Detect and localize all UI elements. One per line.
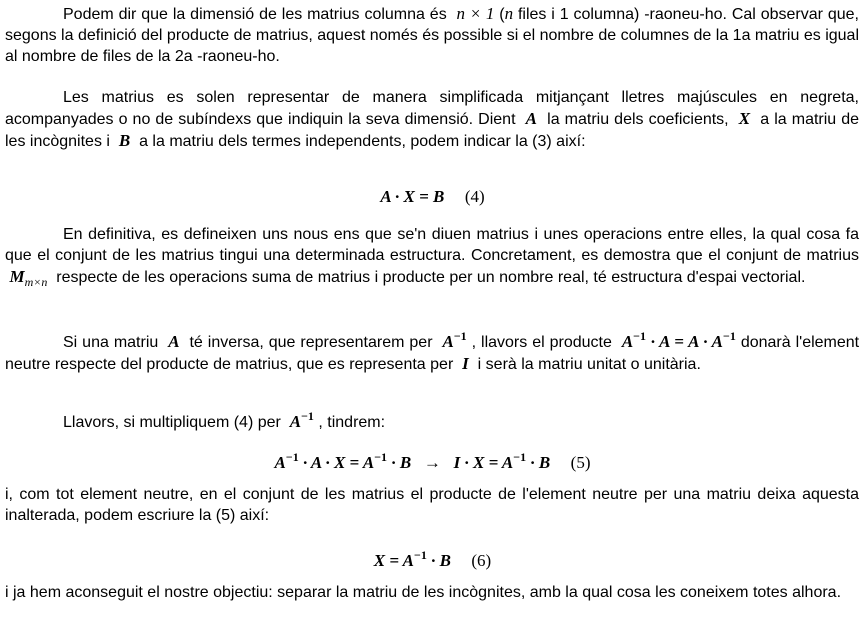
p2-text-c: a la matriu de les incògnites i (5, 111, 860, 150)
paragraph-neutral-element (5, 484, 859, 526)
p4-text-a: Si una matriu (63, 334, 159, 351)
dimension-formula: n × 1 (456, 4, 495, 23)
matrix-A-symbol-2: A (168, 332, 180, 351)
equation-6-formula: $X = A^{-1} \cdot B$ (373, 548, 451, 570)
paragraph-notation (5, 87, 859, 152)
p3-text-b: respecte de les operacions suma de matrius i producte per un nombre real, té estructura d'espai vectorial. (56, 269, 806, 286)
equation-6-number: (6) (471, 551, 492, 570)
p3-text-a: En definitiva, es defineixen uns nous ens que se'n diuen matrius i unes operacions entre elles, la qual cosa fa que el conjunt de les matrius tingui una determinada estructura. Concretament, es demostra que el conjunt de matrius (5, 226, 859, 264)
equation-4 (0, 186, 865, 209)
paragraph-dimension: Podem dir que la dimensió de les matrius columna és n × 1 (n files i 1 columna) -raoneu-ho. Cal observar que, segons la definició del producte de matrius, aquest només és possible si el nombre de columnes de la 1a matriu es igual al nombre de files de la 2a -raoneu-ho. (5, 4, 859, 65)
identity-symbol: I (462, 354, 469, 373)
equation-4-number: (4) (464, 187, 485, 206)
p1-text-b: files i 1 columna) -raoneu-ho. Cal observar que, segons la definició del producte de matrius, aquest només és possible si el nombre de columnes de la 1a matriu es igual al nombre de files de la 2a -raoneu-ho. (5, 6, 859, 65)
p4-text-c: , llavors el producte (471, 334, 612, 351)
matrix-set-symbol: $M_{m\times n}$ (9, 267, 48, 289)
equation-5-number: (5) (570, 453, 591, 472)
matrix-A-symbol: A (525, 109, 537, 128)
matrix-B-symbol: B (118, 131, 131, 150)
matrix-X-symbol: X (738, 109, 751, 128)
p4-text-e: i serà la matriu unitat o unitària. (477, 356, 701, 373)
paragraph-vector-space (5, 224, 859, 293)
p7-text: i ja hem aconseguit el nostre objectiu: separar la matriu de les incògnites, amb la qual cosa les coneixem totes alhora. (5, 584, 842, 601)
paragraph-inverse (5, 326, 859, 375)
p6-text: i, com tot element neutre, en el conjunt de les matrius el producte de l'element neutre per una matriu deixa aquesta inalterada, podem escriure la (5) així: (5, 486, 859, 524)
paragraph-conclusion (5, 582, 859, 603)
p4-text-d: donarà l'element neutre respecte del producte de matrius, que es representa per (5, 334, 860, 373)
n-symbol: n (504, 4, 514, 23)
equation-6 (0, 544, 865, 573)
p5-text-a: Llavors, si multipliquem (4) per (63, 414, 281, 431)
equation-4-formula: A · X = B (380, 187, 445, 206)
inverse-symbol: $A^{-1}$ (442, 329, 467, 351)
p4-text-b: té inversa, que representarem per (189, 334, 433, 351)
equation-5 (0, 446, 865, 475)
p1-text-a: Podem dir que la dimensió de les matrius columna és (63, 6, 447, 23)
p2-text-a: Les matrius es solen representar de manera simplificada mitjançant lletres majúscules en negreta, acompanyades o no de subíndexs que indiquin la seva dimensió. Dient (5, 89, 859, 128)
p2-text-d: a la matriu dels termes independents, podem indicar la (3) així: (139, 133, 586, 150)
p2-text-b: la matriu dels coeficients, (547, 111, 729, 128)
paragraph-multiply (5, 406, 859, 433)
p5-text-b: , tindrem: (318, 414, 386, 431)
equation-5-formula: $A^{-1} \cdot A \cdot X = A^{-1} \cdot B$ → $I \cdot X = A^{-1} \cdot B$ (274, 450, 551, 472)
inverse-symbol-2: $A^{-1}$ (289, 409, 314, 431)
inverse-product-formula: $A^{-1} \cdot A = A \cdot A^{-1}$ (621, 329, 736, 351)
